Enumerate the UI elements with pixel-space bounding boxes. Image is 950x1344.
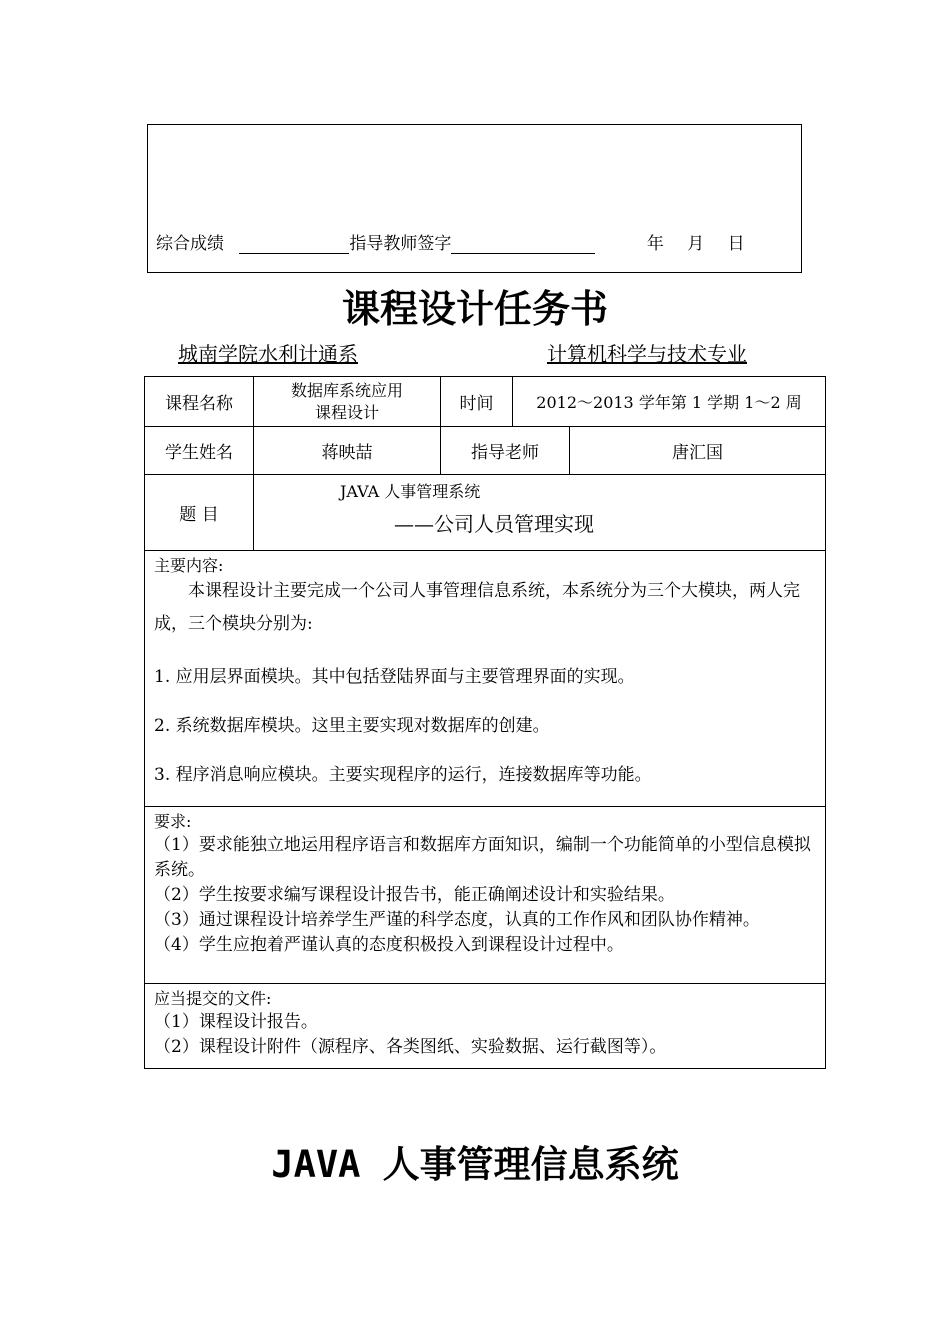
- table-row: [145, 475, 826, 551]
- table-row: [145, 807, 826, 984]
- topic-value: [254, 475, 826, 551]
- teacher-sign-blank: [451, 235, 595, 254]
- list-item: 3. 程序消息响应模块。主要实现程序的运行，连接数据库等功能。: [154, 765, 652, 785]
- score-label: 综合成绩: [156, 234, 224, 254]
- list-item: 1. 应用层界面模块。其中包括登陆界面与主要管理界面的实现。: [154, 667, 635, 687]
- main-content-cell: [145, 551, 826, 807]
- grade-box: [147, 124, 802, 273]
- department-name: 城南学院水利计通系: [178, 342, 358, 366]
- grade-line: [156, 229, 745, 254]
- teacher-sign-label: 指导教师签字: [349, 234, 452, 254]
- time-label: 时间: [441, 377, 513, 427]
- table-row: [145, 984, 826, 1069]
- list-item: 2. 系统数据库模块。这里主要实现对数据库的创建。: [154, 716, 550, 736]
- table-row: [145, 427, 826, 475]
- course-name-line2: 课程设计: [314, 402, 379, 422]
- task-table: [144, 376, 826, 1069]
- documents-cell: [145, 984, 826, 1069]
- documents-heading: 应当提交的文件:: [154, 989, 272, 1008]
- advisor-label: 指导老师: [441, 427, 570, 475]
- student-label: 学生姓名: [145, 427, 254, 475]
- system-title: JAVA 人事管理信息系统: [271, 1143, 679, 1186]
- requirements-cell: [145, 807, 826, 984]
- major-name: 计算机科学与技术专业: [547, 342, 747, 366]
- course-name-value: [254, 377, 441, 427]
- advisor-value: 唐汇国: [570, 427, 826, 475]
- topic-line2: ——公司人员管理实现: [394, 512, 594, 536]
- list-item: （2）课程设计附件（源程序、各类图纸、实验数据、运行截图等）。: [154, 1037, 667, 1057]
- course-name-line1: 数据库系统应用: [290, 380, 403, 400]
- list-item: （3）通过课程设计培养学生严谨的科学态度，认真的工作作风和团队协作精神。: [154, 910, 760, 930]
- list-item: （2）学生按要求编写课程设计报告书，能正确阐述设计和实验结果。: [154, 885, 675, 905]
- day-label: 日: [727, 234, 745, 254]
- topic-label: 题 目: [145, 475, 254, 551]
- list-item: （1）要求能独立地运用程序语言和数据库方面知识，编制一个功能简单的小型信息模拟系统。: [154, 835, 811, 880]
- main-content-intro: 本课程设计主要完成一个公司人事管理信息系统，本系统分为三个大模块，两人完成，三个模块分别为:: [154, 581, 800, 634]
- table-row: [145, 377, 826, 427]
- course-name-label: 课程名称: [145, 377, 254, 427]
- list-item: （1）课程设计报告。: [154, 1012, 318, 1032]
- time-value: 2012～2013 学年第 1 学期 1～2 周: [513, 377, 826, 427]
- main-content-heading: 主要内容:: [154, 556, 224, 575]
- score-blank: [239, 235, 349, 254]
- list-item: （4）学生应抱着严谨认真的态度积极投入到课程设计过程中。: [154, 935, 624, 955]
- table-row: [145, 551, 826, 807]
- student-value: 蒋映喆: [254, 427, 441, 475]
- requirements-heading: 要求:: [154, 812, 192, 831]
- page-title: 课程设计任务书: [341, 287, 608, 331]
- topic-line1: JAVA 人事管理系统: [340, 482, 481, 501]
- year-label: 年: [646, 234, 664, 254]
- month-label: 月: [687, 234, 705, 254]
